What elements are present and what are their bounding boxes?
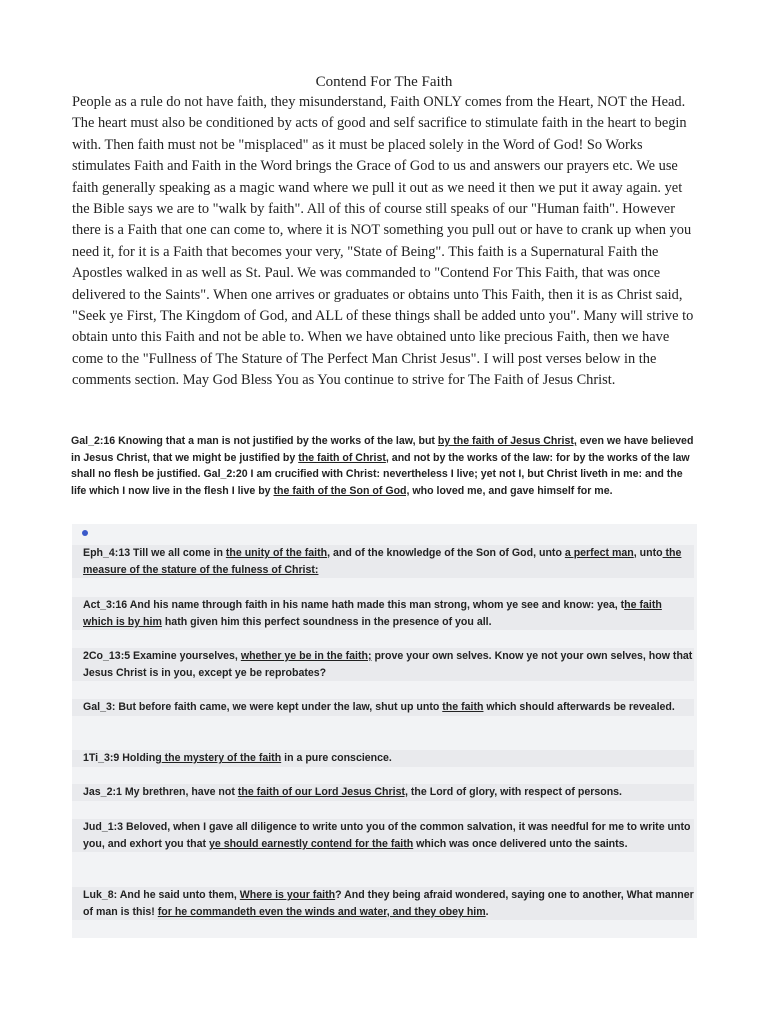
verse-underline: the faith of Christ	[298, 451, 386, 464]
verse-text: prove your own selves. Know ye not your own selves, how that Jesus Christ is in you, except ye be reprobates?	[83, 650, 693, 679]
verse-jud-1-3	[72, 819, 694, 852]
verse-underline: the measure of the stature of the fulness of Christ:	[83, 547, 682, 576]
verse-underline: Where is your faith	[239, 889, 336, 901]
verse-underline: whether ye be in the faith;	[240, 650, 372, 662]
verse-text: Gal_2:16 Knowing that a man is not justified by the works of the law, but	[71, 435, 438, 447]
bullet-icon	[82, 530, 88, 536]
verse-underline: the mystery of the faith	[161, 752, 282, 764]
verse-eph-4-13	[72, 545, 694, 578]
verse-text: Jas_2:1 My brethren, have not	[83, 786, 238, 798]
verse-underline: the unity of the faith	[225, 547, 328, 559]
verse-underline: ye should earnestly contend for the faith	[208, 837, 414, 850]
verse-gal-3	[72, 699, 694, 716]
verse-text: Act_3:16 And his name through faith in his name hath made this man strong, whom ye see and know: yea, t	[83, 599, 625, 611]
verse-underline: he faith which is by him	[83, 599, 662, 628]
verse-text: hath given him this perfect soundness in the presence of you all.	[161, 615, 492, 628]
verse-text: , and not by the works of the law: for by the works of the law shall no flesh be justified. Gal_2:20 I am crucified with Christ: nevertheless I live; yet not I, but Christ liveth in me: and the life which I now live in the flesh I live by	[71, 451, 690, 498]
verse-underline: the faith	[442, 701, 484, 713]
verse-text: , unto	[633, 547, 663, 559]
verse-text: in a pure conscience.	[281, 752, 392, 764]
verse-text: which was once delivered unto the saints.	[413, 837, 628, 850]
document-title: Contend For The Faith	[315, 74, 453, 90]
verse-act-3-16	[72, 597, 694, 630]
intro-paragraph: People as a rule do not have faith, they misunderstand, Faith ONLY comes from the Heart, NOT the Head. The heart must also be conditioned by acts of good and self sacrifice to stimulate faith in the heart to begin with. Then faith must not be "misplaced" as it must be placed solely in the Word of God! So Works stimulates Faith and Faith in the Word brings the Grace of God to us and answers our prayers etc. We use faith generally speaking as a magic wand where we pull it out as we need it then we put it away again. yet the Bible says we are to "walk by faith". All of this of course still speaks of our "Human faith". However there is a Faith that one can come to, where it is NOT something you pull out or have to crank up when you need it, for it is a Faith that becomes your very, "State of Being". This faith is a Supernatural Faith the Apostles walked in as well as St. Paul. We was commanded to "Contend For This Faith, that was once delivered to the Saints". When one arrives or graduates or obtains unto This Faith, then it is as Christ said, "Seek ye First, The Kingdom of God, and ALL of these things shall be added unto you". Many will strive to obtain unto this Faith and not be able to. When we have obtained unto like precious Faith, then we have come to the "Fullness of The Stature of The Perfect Man Christ Jesus". I will post verses below in the comments section. May God Bless You as You continue to strive for The Faith of Jesus Christ.	[72, 94, 694, 389]
verse-gal-2	[71, 433, 697, 500]
verse-luk-8	[72, 887, 694, 920]
verse-underline: by the faith of Jesus Christ,	[437, 435, 577, 447]
verse-text: 2Co_13:5 Examine yourselves,	[83, 650, 241, 662]
verse-text: , and of the knowledge of the Son of God, unto	[327, 547, 565, 559]
verse-underline: the faith of our Lord Jesus Christ,	[237, 786, 408, 798]
verse-1ti-3-9	[72, 750, 694, 767]
verse-text: who loved me, and gave himself for me.	[409, 485, 613, 498]
verse-underline: the faith of the Son of God,	[273, 485, 410, 498]
verse-text: the Lord of glory, with respect of persons.	[407, 786, 623, 798]
verse-2co-13-5	[72, 648, 694, 681]
verse-jas-2-1	[72, 784, 694, 801]
verse-text: Jud_1:3 Beloved, when I gave all diligence to write unto you of the common salvation, it was needful for me to write unto you, and exhort you that	[83, 821, 691, 850]
verse-text: which should afterwards be revealed.	[483, 701, 675, 713]
verse-text: ? And they being afraid wondered, saying one to another, What manner of man is this!	[83, 889, 694, 918]
verse-text: Gal_3: But before faith came, we were kept under the law, shut up unto	[83, 701, 443, 713]
verse-text: .	[485, 905, 489, 918]
comments-section	[72, 524, 697, 938]
verse-text: Luk_8: And he said unto them,	[83, 889, 240, 901]
verse-underline: a perfect man	[564, 547, 634, 559]
verse-underline: for he commandeth even the winds and water, and they obey him	[157, 905, 486, 918]
verse-text: Eph_4:13 Till we all come in	[83, 547, 226, 559]
verse-text: 1Ti_3:9 Holding	[83, 752, 162, 764]
verse-text: even we have believed in Jesus Christ, that we might be justified by	[71, 435, 694, 464]
